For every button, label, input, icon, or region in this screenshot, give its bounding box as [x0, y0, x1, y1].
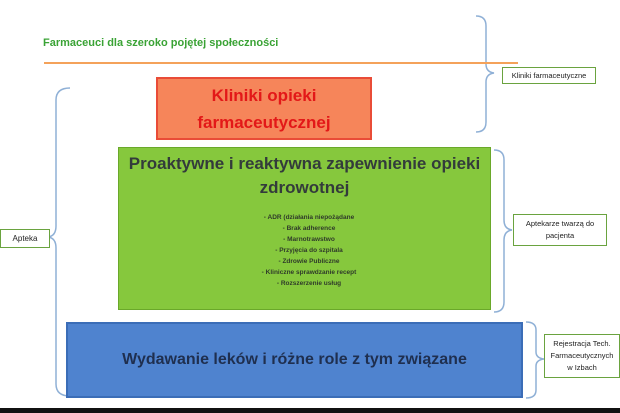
care-box-title: Proaktywne i reaktywna zapewnienie opieki zdrowotnej — [128, 154, 481, 197]
label-rejestracja: Rejestracja Tech. Farmaceutycznych w Izbach — [544, 334, 620, 378]
diagram-title: Farmaceuci dla szeroko pojętej społeczności — [43, 37, 279, 49]
right-middle-bracket — [494, 150, 512, 312]
right-top-bracket — [476, 16, 494, 132]
list-item: - Marnotrawstwo — [283, 236, 335, 243]
dispensing-box — [66, 322, 523, 398]
list-item: - Kliniczne sprawdzanie recept — [261, 269, 357, 276]
list-item: - Przyjęcia do szpitala — [275, 247, 343, 254]
label-aptekarze: Aptekarze twarzą do pacjenta — [513, 214, 607, 246]
care-box-list — [254, 212, 364, 289]
bottom-bar — [0, 408, 620, 413]
care-box — [118, 147, 491, 310]
orange-divider — [44, 62, 518, 64]
dispensing-box-text: Wydawanie leków i różne role z tym związane — [122, 351, 467, 368]
list-item: - Rozszerzenie usług — [276, 280, 342, 287]
list-item: - Brak adherence — [282, 225, 336, 232]
clinics-box-text: Kliniki opieki farmaceutycznej — [197, 85, 331, 132]
list-item: - Zdrowie Publiczne — [278, 258, 340, 265]
clinics-box — [156, 77, 372, 140]
list-item: - ADR (działania niepożądane — [263, 214, 355, 221]
right-bottom-bracket — [526, 322, 544, 398]
label-apteka: Apteka — [0, 229, 50, 248]
label-kliniki-farmaceutyczne: Kliniki farmaceutyczne — [502, 67, 596, 84]
